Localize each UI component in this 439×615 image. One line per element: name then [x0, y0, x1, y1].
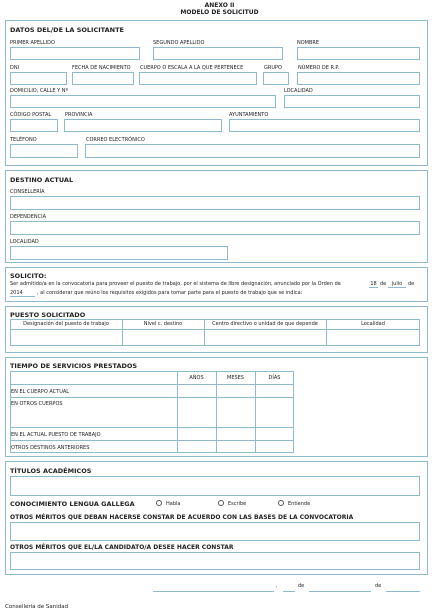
- radio-escribe[interactable]: [218, 500, 224, 506]
- label-conselleria: CONSELLERÍA: [10, 189, 45, 195]
- service-row-actual-puesto: EN EL ACTUAL PUESTO DE TRABAJO: [11, 432, 101, 438]
- request-title: SOLICITO:: [10, 272, 47, 280]
- service-row-cuerpo-actual: EN EL CUERPO ACTUAL: [11, 389, 70, 395]
- request-month: julio: [388, 281, 406, 288]
- service-row-otros-destinos: OTROS DESTINOS ANTERIORES: [11, 445, 90, 451]
- label-fecha-nacimiento: FECHA DE NACIMIENTO: [72, 65, 131, 71]
- dependencia-field[interactable]: [10, 221, 420, 235]
- form-title: MODELO DE SOLICITUD: [180, 9, 259, 16]
- label-telefono: TELÉFONO: [10, 137, 37, 143]
- grupo-field[interactable]: [263, 72, 289, 85]
- nombre-field[interactable]: [297, 47, 420, 60]
- label-nombre: NOMBRE: [297, 40, 320, 46]
- signature-day-line[interactable]: [283, 591, 295, 592]
- position-col-nivel: Nivel c. destino: [143, 321, 183, 327]
- segundo-apellido-field[interactable]: [153, 47, 283, 60]
- label-primer-apellido: PRIMER APELLIDO: [10, 40, 55, 46]
- position-title: PUESTO SOLICITADO: [10, 311, 86, 319]
- request-de1: de: [380, 281, 387, 287]
- request-text-line1: Ser admitido/a en la convocatoria para proveer el puesto de trabajo, por el sistema de libre designación, anunciado por la Orden de: [10, 281, 341, 287]
- position-col-centro: Centro directivo o unidad de que depende: [212, 321, 318, 327]
- merits-bases-title: OTROS MÉRITOS QUE DEBAN HACERSE CONSTAR DE ACUERDO CON LAS BASES DE LA CONVOCATORIA: [10, 514, 354, 521]
- correo-field[interactable]: [85, 144, 420, 158]
- merits-bases-field[interactable]: [10, 522, 420, 541]
- annex-label: ANEXO II: [204, 2, 235, 9]
- fecha-nacimiento-field[interactable]: [72, 72, 134, 85]
- language-title: CONOCIMIENTO LENGUA GALLEGA: [10, 500, 135, 508]
- service-col-meses: MESES: [227, 375, 244, 381]
- current-localidad-field[interactable]: [10, 246, 228, 260]
- telefono-field[interactable]: [10, 144, 78, 158]
- signature-de1: de: [298, 583, 305, 589]
- service-col-dias: DÍAS: [268, 375, 281, 381]
- radio-habla-label: Habla: [166, 501, 181, 507]
- numero-rp-field[interactable]: [297, 72, 420, 85]
- localidad-field[interactable]: [284, 95, 420, 108]
- dni-field[interactable]: [10, 72, 67, 85]
- request-de2: de: [408, 281, 415, 287]
- signature-year-line[interactable]: [386, 591, 420, 592]
- signature-de2: de: [375, 583, 382, 589]
- label-grupo: GRUPO: [264, 65, 282, 71]
- current-destination-title: DESTINO ACTUAL: [10, 176, 74, 184]
- signature-month-line[interactable]: [309, 591, 371, 592]
- position-col-designacion: Designación del puesto de trabajo: [23, 321, 109, 327]
- label-numero-rp: NÚMERO DE R.P.: [298, 65, 340, 71]
- service-row-divider-3: [10, 427, 294, 428]
- service-row-divider-4: [10, 440, 294, 441]
- request-text-line2: , al considerar que reúno los requisitos exigidos para tomar parte para el puesto de trabajo que se indica:: [37, 290, 303, 296]
- merits-other-field[interactable]: [10, 552, 420, 570]
- position-table-divider: [10, 329, 420, 330]
- codigo-postal-field[interactable]: [10, 119, 58, 132]
- academic-title: TÍTULOS ACADÉMICOS: [10, 467, 92, 475]
- primer-apellido-field[interactable]: [10, 47, 140, 60]
- label-ayuntamiento: AYUNTAMIENTO: [229, 112, 269, 118]
- footer-addressee: Consellería de Sanidad: [5, 604, 69, 610]
- merits-other-title: OTROS MÉRITOS QUE EL/LA CANDIDATO/A DESEE HACER CONSTAR: [10, 544, 234, 551]
- label-cuerpo: CUERPO O ESCALA A LA QUE PERTENECE: [140, 65, 244, 71]
- service-row-divider-1: [10, 384, 294, 385]
- label-current-localidad: LOCALIDAD: [10, 239, 39, 245]
- label-dependencia: DEPENDENCIA: [10, 214, 47, 220]
- label-domicilio: DOMICILIO, CALLE Y Nº: [10, 88, 68, 94]
- signature-comma: ,: [276, 583, 278, 589]
- service-title: TIEMPO DE SERVICIOS PRESTADOS: [10, 362, 138, 370]
- radio-escribe-label: Escribe: [228, 501, 247, 507]
- position-col-localidad: Localidad: [361, 321, 385, 327]
- academic-field[interactable]: [10, 476, 420, 496]
- cuerpo-field[interactable]: [139, 72, 257, 85]
- label-correo: CORREO ELECTRÓNICO: [86, 137, 145, 143]
- label-localidad: LOCALIDAD: [284, 88, 313, 94]
- provincia-field[interactable]: [64, 119, 222, 132]
- radio-entiende-label: Entiende: [288, 501, 311, 507]
- service-row-otros-cuerpos: EN OTROS CUERPOS: [11, 401, 63, 407]
- request-day: 18: [370, 281, 377, 287]
- conselleria-field[interactable]: [10, 196, 420, 210]
- label-segundo-apellido: SEGUNDO APELLIDO: [153, 40, 205, 46]
- label-codigo-postal: CÓDIGO POSTAL: [10, 112, 52, 118]
- applicant-section-title: DATOS DEL/DE LA SOLICITANTE: [10, 26, 124, 34]
- label-provincia: PROVINCIA: [65, 112, 93, 118]
- radio-entiende[interactable]: [278, 500, 284, 506]
- request-year: 2014: [10, 290, 35, 297]
- service-row-divider-2: [10, 397, 294, 398]
- service-col-anos: AÑOS: [189, 375, 204, 381]
- radio-habla[interactable]: [156, 500, 162, 506]
- signature-place-line[interactable]: [153, 591, 274, 592]
- label-dni: DNI: [10, 65, 20, 71]
- ayuntamiento-field[interactable]: [229, 119, 420, 132]
- domicilio-field[interactable]: [10, 95, 276, 108]
